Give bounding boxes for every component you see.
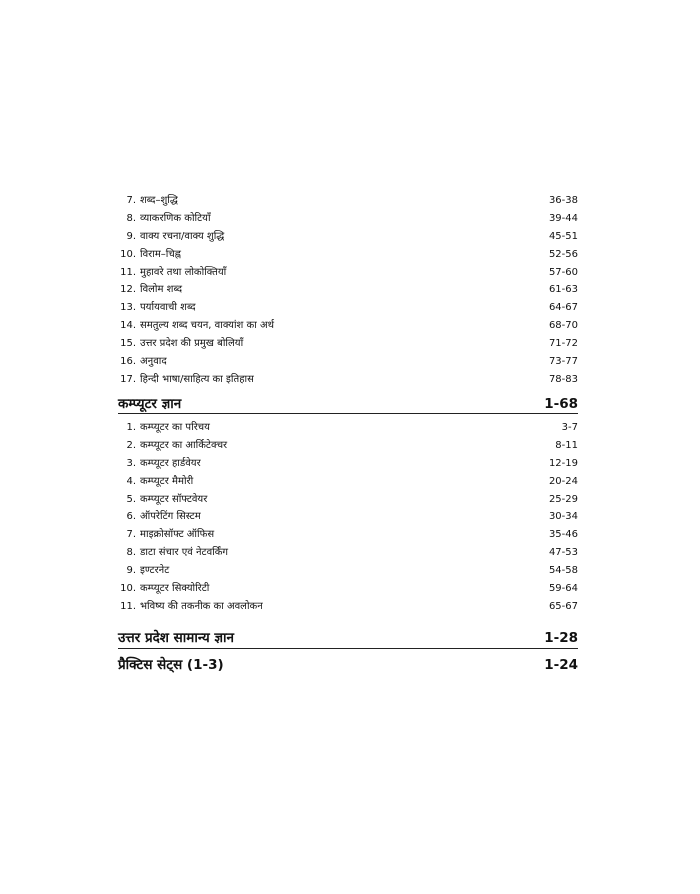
toc-pages: 73-77 bbox=[548, 356, 578, 368]
toc-number: 6. bbox=[126, 511, 136, 523]
toc-row bbox=[118, 210, 578, 228]
toc-title: अनुवाद bbox=[140, 356, 167, 368]
toc-row bbox=[118, 246, 578, 264]
toc-pages: 68-70 bbox=[548, 320, 578, 332]
toc-entry bbox=[118, 598, 263, 616]
toc-entry bbox=[118, 353, 167, 371]
toc-pages: 12-19 bbox=[548, 457, 578, 469]
toc-number: 1. bbox=[126, 422, 136, 433]
up-section-pages: 1-28 bbox=[544, 630, 578, 646]
toc-pages: 25-29 bbox=[548, 493, 578, 505]
toc-title: ऑपरेटिंग सिस्टम bbox=[140, 511, 201, 523]
toc-entry bbox=[118, 562, 169, 580]
toc-row bbox=[118, 192, 578, 210]
toc-number: 13. bbox=[120, 302, 136, 314]
toc-row bbox=[118, 419, 578, 437]
toc-number: 3. bbox=[126, 457, 136, 469]
toc-pages: 35-46 bbox=[548, 529, 578, 541]
practice-section-title: प्रैक्टिस सेट्स (1-3) bbox=[118, 657, 224, 673]
toc-row bbox=[118, 437, 578, 455]
toc-row bbox=[118, 526, 578, 544]
toc-pages: 78-83 bbox=[548, 373, 578, 385]
toc-title: कम्प्यूटर हार्डवेयर bbox=[140, 457, 201, 469]
toc-entry bbox=[118, 335, 243, 353]
toc-title: माइक्रोसॉफ्ट ऑफिस bbox=[140, 529, 215, 541]
toc-entry bbox=[118, 473, 193, 491]
toc-title: विलोम शब्द bbox=[140, 284, 183, 296]
toc-entry bbox=[118, 192, 178, 210]
toc-number: 2. bbox=[126, 439, 136, 451]
toc-number: 17. bbox=[120, 373, 136, 385]
toc-pages: 71-72 bbox=[548, 338, 578, 350]
toc-row bbox=[118, 317, 578, 335]
toc-title: भविष्य की तकनीक का अवलोकन bbox=[140, 600, 263, 612]
toc-number: 12. bbox=[120, 284, 136, 296]
up-section-title: उत्तर प्रदेश सामान्य ज्ञान bbox=[118, 630, 235, 646]
toc-title: समतुल्य शब्द चयन, वाक्यांश का अर्थ bbox=[140, 320, 275, 332]
toc-title: मुहावरे तथा लोकोक्तियाँ bbox=[140, 266, 227, 278]
toc-row bbox=[118, 281, 578, 299]
toc-number: 7. bbox=[126, 529, 136, 541]
toc-title: कम्प्यूटर मैमोरी bbox=[140, 475, 194, 487]
up-section-divider bbox=[118, 648, 578, 649]
toc-entry bbox=[118, 526, 214, 544]
toc-pages: 47-53 bbox=[548, 547, 578, 559]
toc-number: 8. bbox=[126, 212, 136, 224]
practice-section-heading bbox=[118, 655, 578, 673]
toc-number: 10. bbox=[120, 583, 136, 595]
computer-section-pages: 1-68 bbox=[544, 396, 578, 412]
toc-number: 5. bbox=[126, 493, 136, 505]
toc-pages: 36-38 bbox=[548, 195, 578, 206]
toc-pages: 39-44 bbox=[548, 212, 578, 224]
toc-pages: 52-56 bbox=[548, 248, 578, 260]
toc-entry bbox=[118, 580, 209, 598]
up-section-heading bbox=[118, 628, 578, 646]
toc-title: डाटा संचार एवं नेटवर्किंग bbox=[140, 547, 229, 559]
toc-entry bbox=[118, 264, 226, 282]
toc-pages: 54-58 bbox=[548, 565, 578, 577]
toc-pages: 8-11 bbox=[555, 439, 578, 451]
toc-row bbox=[118, 335, 578, 353]
toc-title: पर्यायवाची शब्द bbox=[140, 302, 196, 314]
toc-entry bbox=[118, 437, 227, 455]
computer-section-heading bbox=[118, 394, 578, 412]
toc-title: विराम–चिह्न bbox=[140, 248, 181, 260]
toc-number: 11. bbox=[120, 266, 136, 278]
toc-pages: 3-7 bbox=[561, 422, 578, 433]
toc-entry bbox=[118, 508, 201, 526]
toc-entry bbox=[118, 491, 207, 509]
toc-row bbox=[118, 508, 578, 526]
toc-number: 16. bbox=[120, 356, 136, 368]
toc-title: कम्प्यूटर सिक्योरिटी bbox=[140, 583, 210, 595]
toc-row bbox=[118, 544, 578, 562]
toc-pages: 61-63 bbox=[548, 284, 578, 296]
toc-number: 9. bbox=[126, 565, 136, 577]
computer-topics-list bbox=[118, 419, 578, 616]
toc-pages: 65-67 bbox=[548, 600, 578, 612]
toc-title: उत्तर प्रदेश की प्रमुख बोलियाँ bbox=[140, 338, 244, 350]
toc-row bbox=[118, 264, 578, 282]
toc-entry bbox=[118, 371, 254, 389]
toc-row bbox=[118, 353, 578, 371]
computer-section-divider bbox=[118, 413, 578, 414]
toc-row bbox=[118, 491, 578, 509]
toc-number: 15. bbox=[120, 338, 136, 350]
toc-number: 14. bbox=[120, 320, 136, 332]
toc-row bbox=[118, 299, 578, 317]
toc-title: हिन्दी भाषा/साहित्य का इतिहास bbox=[140, 373, 254, 385]
toc-row bbox=[118, 580, 578, 598]
toc-row bbox=[118, 562, 578, 580]
toc-pages: 45-51 bbox=[548, 230, 578, 242]
toc-row bbox=[118, 228, 578, 246]
toc-entry bbox=[118, 210, 211, 228]
toc-number: 7. bbox=[126, 195, 136, 206]
toc-row bbox=[118, 455, 578, 473]
toc-number: 4. bbox=[126, 475, 136, 487]
toc-number: 8. bbox=[126, 547, 136, 559]
toc-pages: 20-24 bbox=[548, 475, 578, 487]
toc-number: 11. bbox=[120, 600, 136, 612]
toc-entry bbox=[118, 299, 196, 317]
toc-title: इण्टरनेट bbox=[140, 565, 170, 577]
toc-entry bbox=[118, 317, 274, 335]
toc-entry bbox=[118, 544, 228, 562]
toc-pages: 64-67 bbox=[548, 302, 578, 314]
toc-entry bbox=[118, 281, 182, 299]
toc-pages: 57-60 bbox=[548, 266, 578, 278]
toc-pages: 59-64 bbox=[548, 583, 578, 595]
toc-title: व्याकरणिक कोटियाँ bbox=[140, 212, 211, 224]
hindi-topics-list bbox=[118, 192, 578, 389]
toc-title: कम्प्यूटर का परिचय bbox=[140, 422, 210, 433]
toc-row bbox=[118, 598, 578, 616]
toc-entry bbox=[118, 419, 210, 437]
toc-title: वाक्य रचना/वाक्य शुद्धि bbox=[140, 230, 225, 242]
computer-section-title: कम्प्यूटर ज्ञान bbox=[118, 396, 182, 412]
toc-row bbox=[118, 371, 578, 389]
toc-title: कम्प्यूटर का आर्किटेक्चर bbox=[140, 439, 228, 451]
toc-number: 9. bbox=[126, 230, 136, 242]
toc-row bbox=[118, 473, 578, 491]
toc-pages: 30-34 bbox=[548, 511, 578, 523]
toc-entry bbox=[118, 246, 181, 264]
toc-entry bbox=[118, 455, 201, 473]
toc-title: शब्द–शुद्धि bbox=[140, 195, 178, 206]
toc-title: कम्प्यूटर सॉफ्टवेयर bbox=[140, 493, 208, 505]
toc-entry bbox=[118, 228, 224, 246]
practice-section-pages: 1-24 bbox=[544, 657, 578, 673]
toc-number: 10. bbox=[120, 248, 136, 260]
